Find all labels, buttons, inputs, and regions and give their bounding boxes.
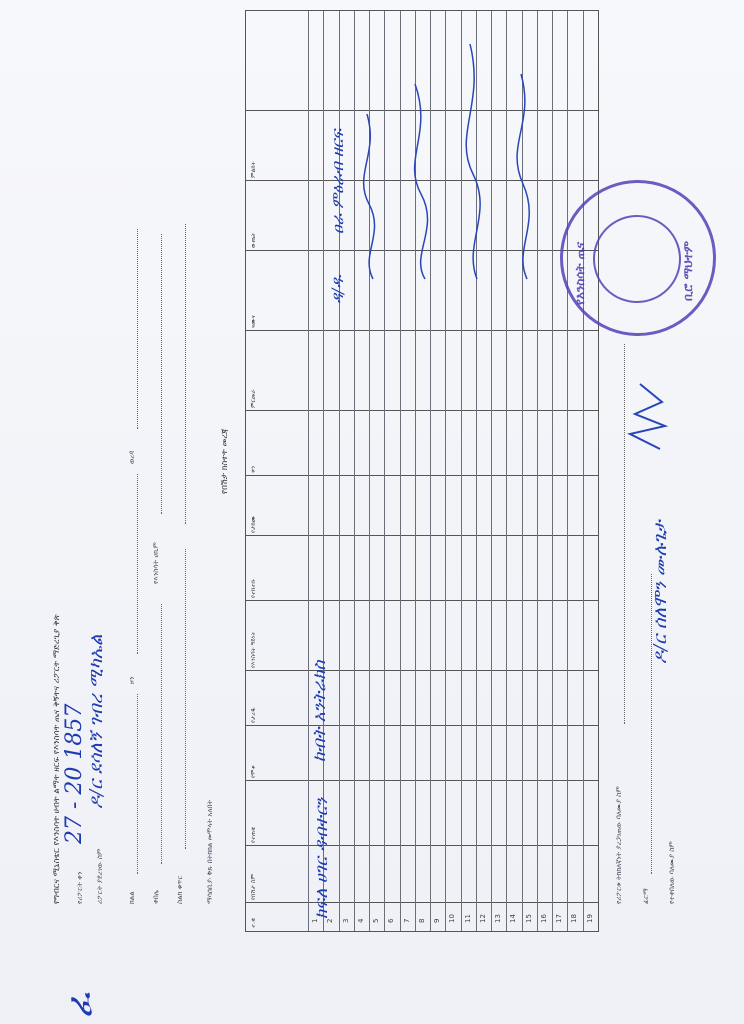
table-column-divider bbox=[246, 535, 598, 536]
entry-species: ዳ/ዱ bbox=[328, 275, 347, 304]
table-header-cell: የተከተቡ bbox=[250, 579, 257, 598]
table-header-cell: የበሽታ ስም bbox=[250, 874, 257, 900]
table-column-divider bbox=[246, 600, 598, 601]
table-header-cell: የታረዱ bbox=[250, 707, 257, 723]
table-row-number: 13 bbox=[494, 914, 503, 923]
table-row-rule bbox=[552, 11, 553, 931]
table-header-cell: የተጠቁ bbox=[250, 826, 257, 843]
table-row-number: 12 bbox=[478, 914, 487, 923]
table-header-cell: ውጤት bbox=[250, 232, 257, 248]
table-row-number: 5 bbox=[372, 918, 381, 923]
table-column-divider bbox=[246, 780, 598, 781]
stamp-inner-ring bbox=[593, 215, 681, 303]
footer-line2: ፊርማ bbox=[642, 888, 650, 904]
zone-line bbox=[137, 474, 138, 654]
phone-line bbox=[185, 549, 186, 849]
table-row-number: 17 bbox=[555, 914, 564, 923]
table-row-number: 19 bbox=[585, 914, 594, 923]
region-label: ክልል bbox=[128, 891, 136, 904]
table-row-number: 15 bbox=[524, 914, 533, 923]
table-row-number: 2 bbox=[326, 918, 335, 923]
woreda-line bbox=[137, 229, 138, 429]
entry-disease: ከብት አንትራክስ bbox=[310, 660, 330, 762]
table-row-number: 14 bbox=[509, 914, 518, 923]
wave-stroke-2 bbox=[415, 84, 428, 279]
wave-stroke-3 bbox=[466, 44, 480, 279]
phone-label: ስልክ ቁጥር bbox=[176, 875, 184, 904]
table-row-number: 6 bbox=[387, 918, 396, 923]
footer-line1: የሪፖርቱ ትክክለኛነት ያረጋገጠው ባለሙያ ስም bbox=[615, 786, 623, 904]
date-label: የሪፖርት ቀን bbox=[76, 871, 84, 904]
wave-stroke-4 bbox=[517, 74, 529, 279]
table-row-rule bbox=[323, 11, 324, 931]
table-header-cell: ምርመራ bbox=[250, 389, 257, 408]
form-title: የግብርና ሚኒስቴር የእንስሳት ሀብት ልማት ዘርፍ የእንስሳት ጤና ቅኝትና ሪፖርት ማድረጊያ ቅጽ bbox=[52, 614, 62, 904]
vet-line bbox=[161, 234, 162, 514]
signature-scribble bbox=[620, 374, 680, 454]
table-row-number: 9 bbox=[433, 918, 442, 923]
table-header-cell: ምልክት bbox=[250, 161, 257, 178]
woreda-label: ወረዳ bbox=[128, 450, 136, 464]
table-row-number: 4 bbox=[356, 918, 365, 923]
footer-signature-name: ዶ/ር ሰለሞን ሙሉጌታ bbox=[650, 520, 671, 664]
signature-stroke bbox=[630, 384, 665, 449]
table-row-rule bbox=[583, 11, 584, 931]
table-header-cell: የታከሙ bbox=[250, 515, 257, 533]
kebele-label: ቀበሌ bbox=[152, 890, 160, 904]
section-title: የበሽታ ክስተት መረጃ bbox=[220, 428, 230, 494]
date-value: 27 - 20 1857 bbox=[62, 703, 87, 844]
table-row-number: 16 bbox=[539, 914, 548, 923]
table-column-divider bbox=[246, 902, 598, 903]
table-row-number: 18 bbox=[570, 914, 579, 923]
stamp-text-top: የእንስሳት ጤና bbox=[573, 241, 587, 305]
table-header-cell: ቀን bbox=[250, 465, 257, 473]
region-line bbox=[137, 694, 138, 874]
table-header-cell: የእንስሳት ዓይነት bbox=[250, 631, 257, 668]
table-row-rule bbox=[567, 11, 568, 931]
table-row-number: 8 bbox=[417, 918, 426, 923]
table-header-cell: ናሙና bbox=[250, 315, 257, 328]
table-row-number: 3 bbox=[341, 918, 350, 923]
table-column-divider bbox=[246, 725, 598, 726]
table-row-number: 1 bbox=[311, 918, 319, 923]
table-column-divider bbox=[246, 475, 598, 476]
page-note: ማሳሰቢያ፡ ቅጹ በትክክል መሞላት አለበት bbox=[206, 799, 214, 904]
vet-label: የእንስሳት ሀኪም bbox=[152, 542, 160, 584]
table-header-cell: የሞቱ bbox=[250, 765, 257, 778]
reporter-value: ዶ/ር ደሳለኝ ገብረ ሚካኤል bbox=[86, 634, 107, 809]
reporter-label: ሪፖርት ያደረገው ስም bbox=[96, 848, 104, 904]
official-stamp bbox=[560, 180, 716, 336]
footer-line3: የተቀበለው ባለሙያ ስም bbox=[668, 841, 676, 904]
stamp-text-bottom: ቢሮ ማህተም bbox=[681, 240, 695, 301]
kebele-line bbox=[161, 604, 162, 864]
wave-stroke-1 bbox=[364, 114, 375, 279]
handwritten-strokes bbox=[355, 4, 545, 284]
entry-text: ክፍለ ሀገር ዳብተርን bbox=[312, 797, 332, 919]
table-column-divider bbox=[246, 410, 598, 411]
table-header-cell: ተ.ቁ bbox=[250, 917, 257, 928]
entry-note: ዐራ ምዕራብ ዘርፍ bbox=[328, 128, 347, 234]
table-header-rule bbox=[308, 11, 309, 931]
table-column-divider bbox=[246, 845, 598, 846]
table-row-number: 11 bbox=[463, 914, 472, 923]
table-column-divider bbox=[246, 670, 598, 671]
extra-line bbox=[185, 224, 186, 524]
table-column-divider bbox=[246, 330, 598, 331]
table-row-number: 7 bbox=[402, 918, 411, 923]
margin-mark: ፈ bbox=[60, 992, 100, 1018]
zone-label: ዞን bbox=[128, 676, 136, 684]
table-row-number: 10 bbox=[448, 914, 457, 923]
